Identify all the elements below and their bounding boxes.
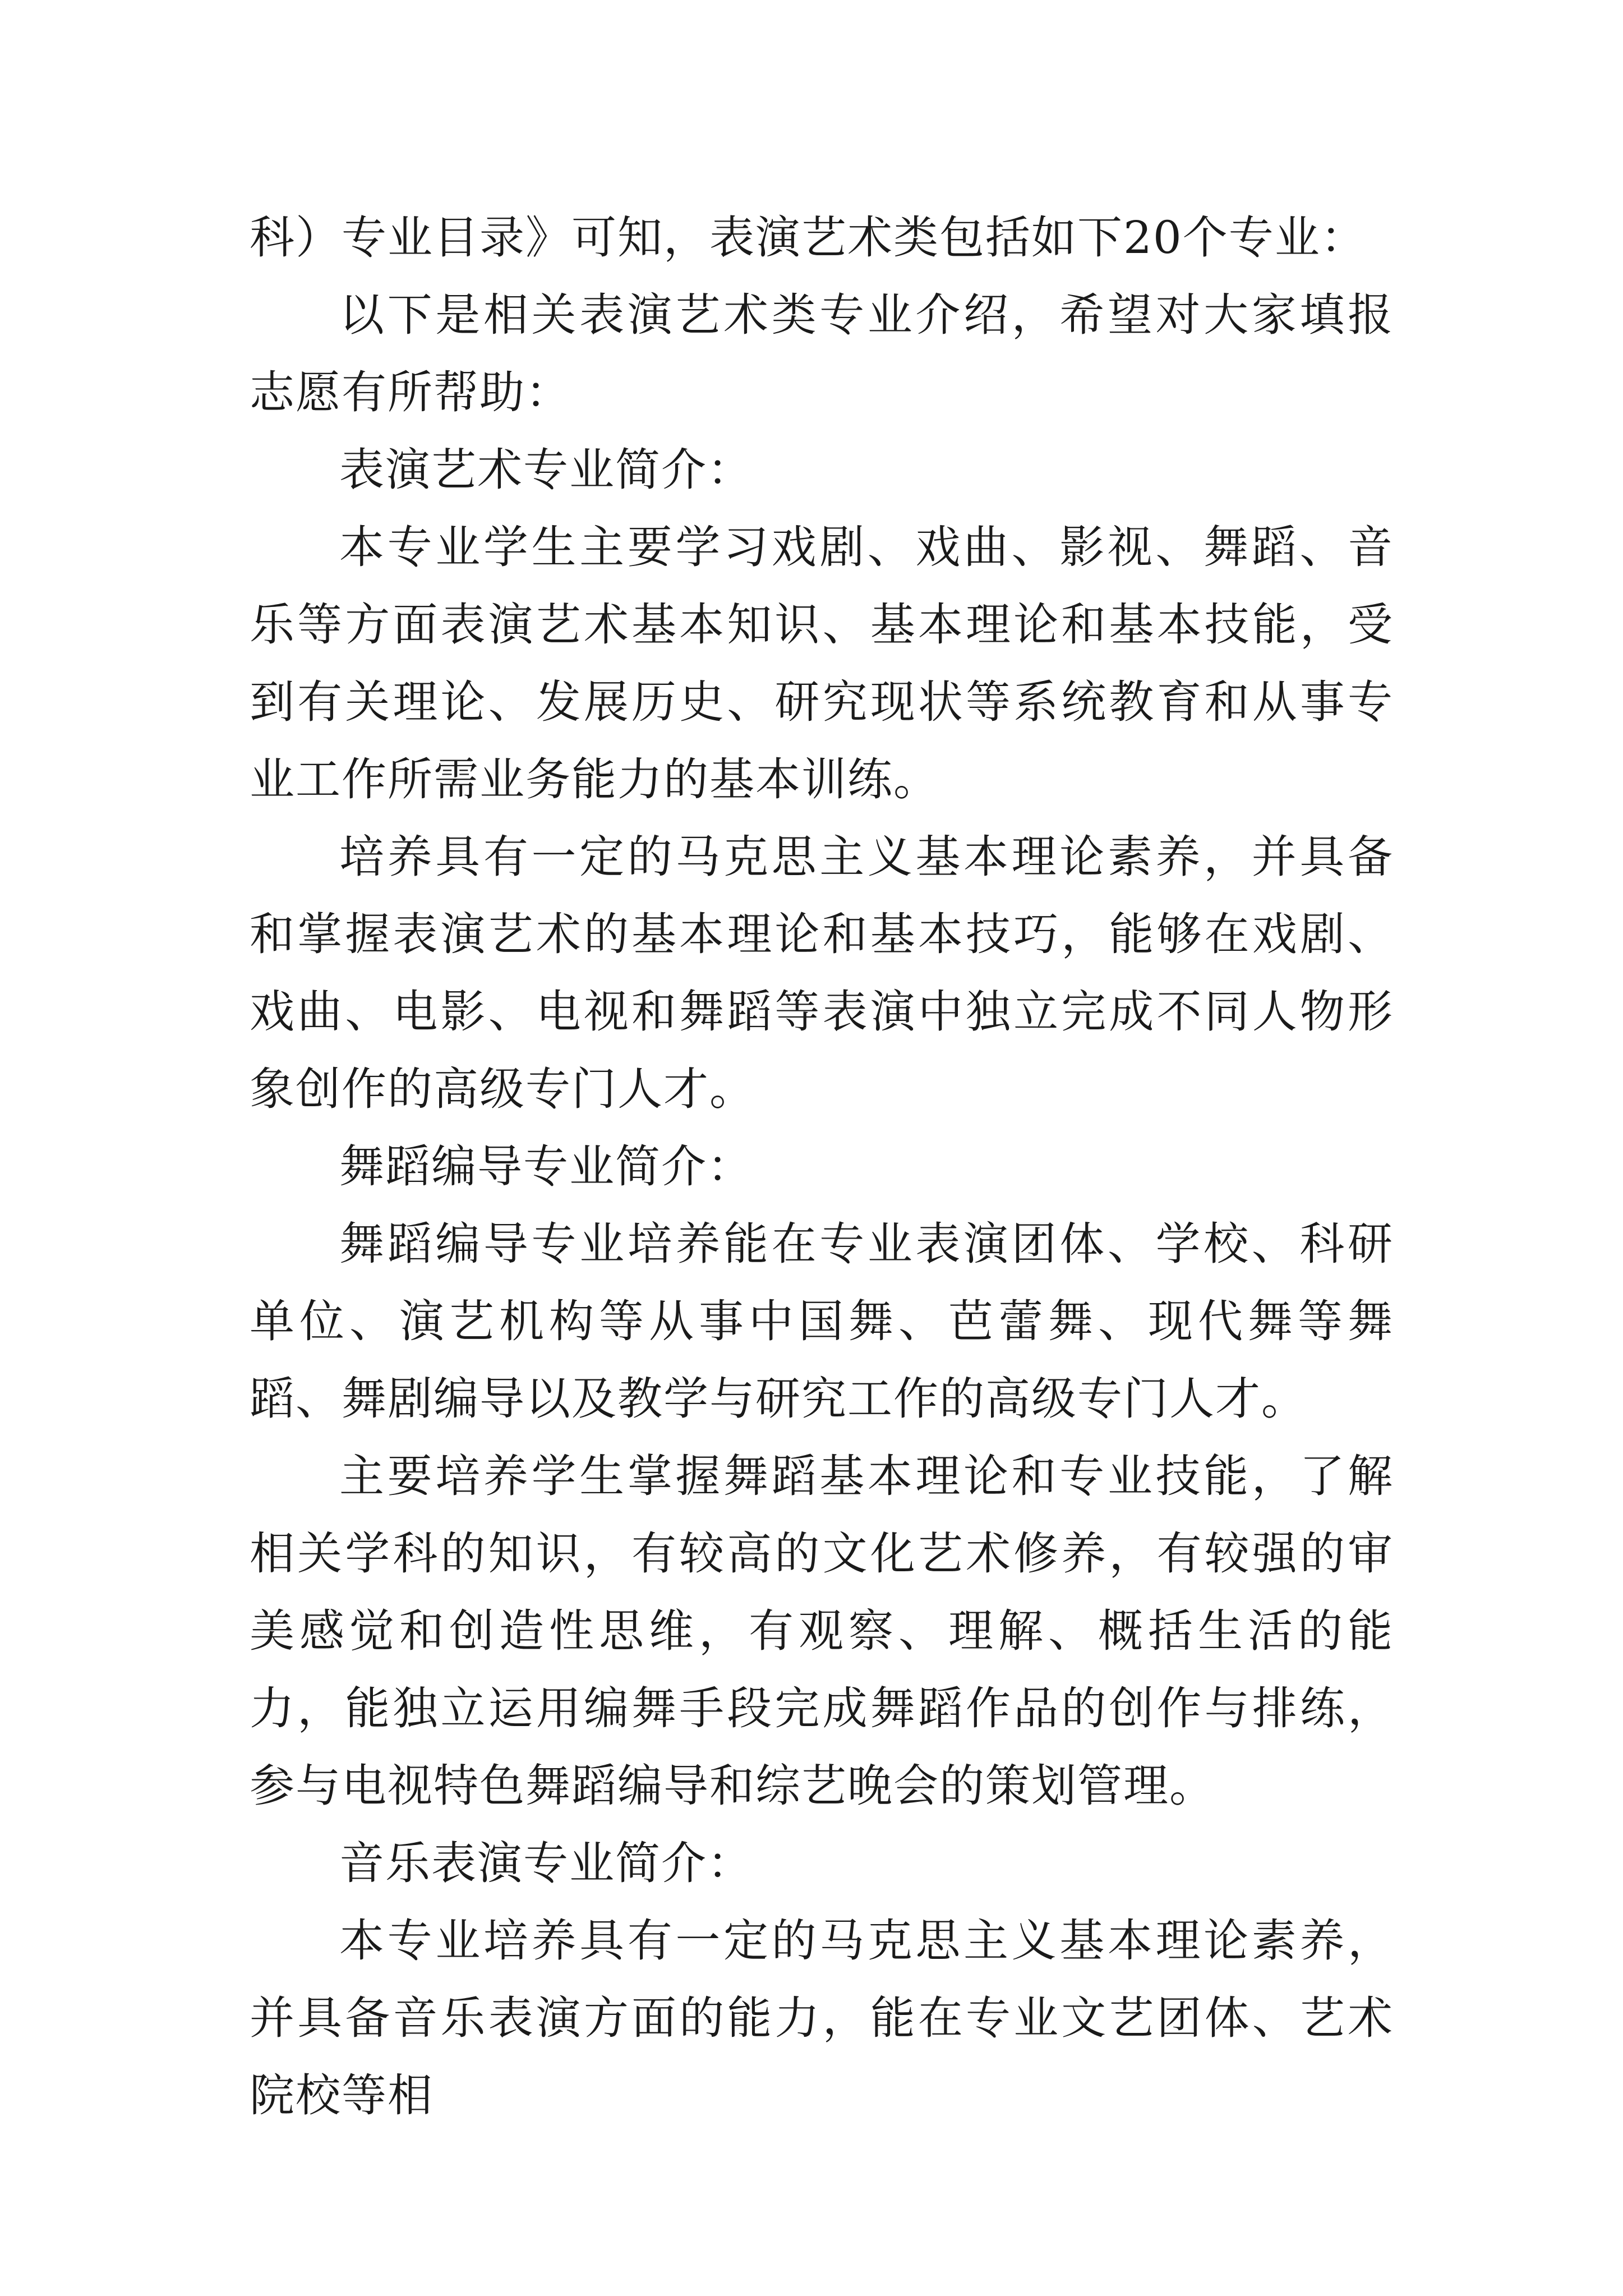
paragraph-performance-art-study: 本专业学生主要学习戏剧、戏曲、影视、舞蹈、音乐等方面表演艺术基本知识、基本理论和基本技能，受到有关理论、发展历史、研究现状等系统教育和从事专业工作所需业务能力的基本训练。 xyxy=(250,521,1394,806)
heading-performance-art: 表演艺术专业简介： xyxy=(339,444,753,496)
paragraph-intro: 以下是相关表演艺术类专业介绍，希望对大家填报志愿有所帮助： xyxy=(250,289,1394,418)
paragraph-music-performance-goal: 本专业培养具有一定的马克思主义基本理论素养，并具备音乐表演方面的能力，能在专业文艺团体、艺术院校等相 xyxy=(250,1915,1394,2122)
document-body xyxy=(250,199,1394,2134)
paragraph-dance-choreography-goal: 舞蹈编导专业培养能在专业表演团体、学校、科研单位、演艺机构等从事中国舞、芭蕾舞、现代舞等舞蹈、舞剧编导以及教学与研究工作的高级专门人才。 xyxy=(250,1218,1394,1425)
paragraph-continuation: 科）专业目录》可知，表演艺术类包括如下20个专业： xyxy=(250,211,1367,264)
heading-music-performance: 音乐表演专业简介： xyxy=(339,1837,753,1889)
paragraph-performance-art-goal: 培养具有一定的马克思主义基本理论素养，并具备和掌握表演艺术的基本理论和基本技巧，能够在戏剧、戏曲、电影、电视和舞蹈等表演中独立完成不同人物形象创作的高级专门人才。 xyxy=(250,831,1394,1115)
paragraph-dance-choreography-training: 主要培养学生掌握舞蹈基本理论和专业技能，了解相关学科的知识，有较高的文化艺术修养，有较强的审美感觉和创造性思维，有观察、理解、概括生活的能力，能独立运用编舞手段完成舞蹈作品的创作与排练，参与电视特色舞蹈编导和综艺晚会的策划管理。 xyxy=(250,1450,1394,1812)
heading-dance-choreography: 舞蹈编导专业简介： xyxy=(339,1140,753,1193)
